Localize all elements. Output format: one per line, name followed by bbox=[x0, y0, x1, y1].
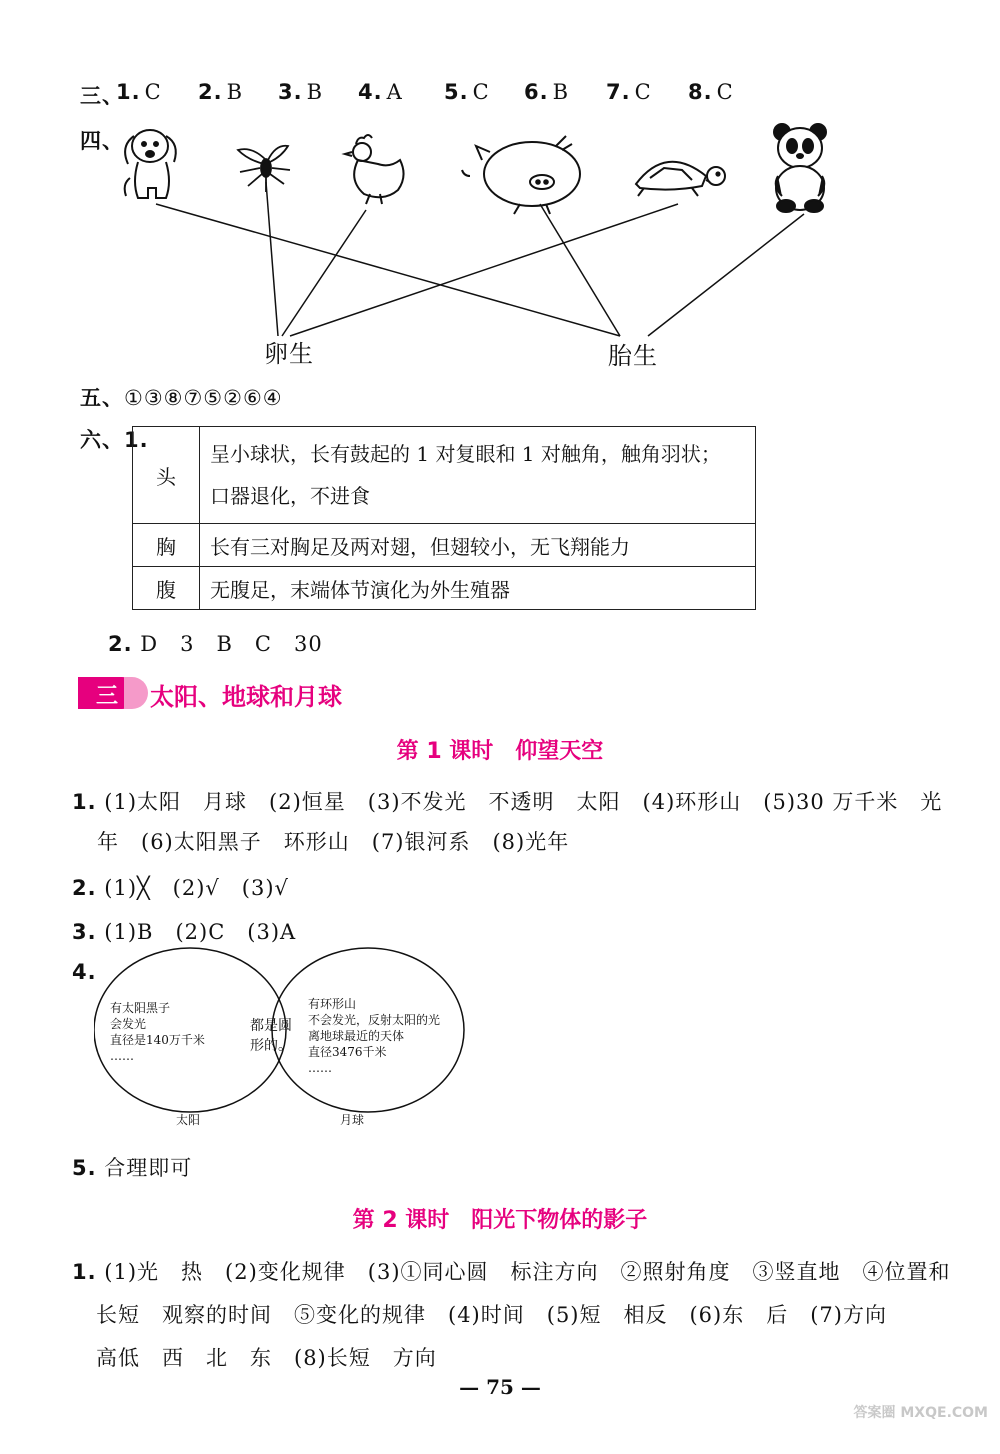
viviparous-label: 胎生 bbox=[608, 342, 658, 370]
lesson1-title: 第 1 课时 仰望天空 bbox=[396, 739, 604, 764]
sec3-answer-item bbox=[606, 80, 652, 104]
match-line-dog bbox=[156, 204, 620, 336]
venn-left-text: 有太阳黑子 会发光 直径是140万千米 …… bbox=[110, 1001, 205, 1063]
venn-right-text: 有环形山 不会发光，反射太阳的光 离地球最近的天体 直径3476千米 …… bbox=[308, 997, 441, 1075]
panda-icon bbox=[774, 124, 826, 212]
table-cell-part: 头 bbox=[133, 427, 200, 524]
question-number: 1. bbox=[116, 80, 141, 104]
sec3-answer-item bbox=[524, 80, 569, 104]
sec3-answer-item bbox=[444, 80, 490, 104]
table-row bbox=[133, 524, 756, 567]
table-row bbox=[133, 427, 756, 524]
question-number: 1. bbox=[72, 790, 97, 814]
lesson2-q1-cont2: 高低 西 北 东 (8)长短 方向 bbox=[96, 1346, 437, 1370]
animal-matching-diagram bbox=[100, 118, 860, 378]
answer-text: (1)太阳 月球 (2)恒星 (3)不发光 不透明 太阳 (4)环形山 (5)30 万千米 光 bbox=[104, 790, 943, 814]
sec5-row bbox=[80, 382, 283, 412]
table-cell-desc bbox=[200, 427, 756, 524]
venn-middle-text: 都是圆 形的。 bbox=[250, 1018, 292, 1054]
question-number: 6. bbox=[524, 80, 549, 104]
lesson2-q1 bbox=[72, 1256, 951, 1286]
chicken-icon bbox=[345, 135, 404, 204]
desc-line: 呈小球状，长有鼓起的 1 对复眼和 1 对触角，触角羽状； bbox=[210, 442, 721, 466]
insect-body-table bbox=[132, 426, 756, 610]
answer-text: C bbox=[144, 80, 162, 104]
dog-icon bbox=[125, 130, 176, 198]
question-number: 4. bbox=[358, 80, 383, 104]
sec3-answer-item bbox=[116, 80, 162, 104]
pig-icon bbox=[462, 136, 580, 214]
mosquito-icon bbox=[238, 146, 290, 192]
question-number: 5. bbox=[72, 1156, 97, 1180]
answer-text: 合理即可 bbox=[104, 1156, 193, 1180]
answer-text: C bbox=[716, 80, 734, 104]
sec3-answer-item bbox=[278, 80, 323, 104]
lesson2-title: 第 2 课时 阳光下物体的影子 bbox=[352, 1208, 648, 1233]
lesson2-q1-cont1: 长短 观察的时间 ⑤变化的规律 (4)时间 (5)短 相反 (6)东 后 (7)方向 bbox=[96, 1303, 887, 1327]
table-cell-desc: 无腹足，末端体节演化为外生殖器 bbox=[200, 567, 756, 610]
answer-text: C bbox=[634, 80, 652, 104]
answer-text: (1)╳ (2)√ (3)√ bbox=[104, 876, 289, 900]
unit-badge: 三 bbox=[78, 677, 138, 709]
sec3-answer-item bbox=[198, 80, 243, 104]
answer-text: (1)B (2)C (3)A bbox=[104, 920, 297, 944]
sec3-label: 三、 bbox=[80, 84, 124, 108]
sec3-answer-item bbox=[358, 80, 403, 104]
answer-text: B bbox=[552, 80, 570, 104]
question-number: 1. bbox=[72, 1260, 97, 1284]
answer-text: D 3 B C 30 bbox=[140, 632, 323, 656]
lesson1-q3 bbox=[72, 916, 296, 946]
sec6-label: 六、1. bbox=[80, 428, 149, 452]
lesson1-q5 bbox=[72, 1152, 192, 1182]
match-line-chicken bbox=[282, 210, 366, 336]
turtle-icon bbox=[636, 162, 725, 196]
answer-text: B bbox=[306, 80, 324, 104]
sec6-q2 bbox=[108, 628, 323, 658]
unit-title: 太阳、地球和月球 bbox=[150, 683, 342, 711]
oviparous-label: 卵生 bbox=[264, 340, 314, 368]
table-row bbox=[133, 567, 756, 610]
answer-text: A bbox=[386, 80, 403, 104]
table-cell-desc: 长有三对胸足及两对翅，但翅较小，无飞翔能力 bbox=[200, 524, 756, 567]
match-line-panda bbox=[648, 214, 804, 336]
venn-label-moon: 月球 bbox=[340, 1113, 365, 1127]
question-number: 7. bbox=[606, 80, 631, 104]
match-line-turtle bbox=[290, 204, 678, 336]
match-line-mosquito bbox=[266, 182, 278, 336]
table-cell-part: 胸 bbox=[133, 524, 200, 567]
question-number: 3. bbox=[72, 920, 97, 944]
sec5-answer: ①③⑧⑦⑤②⑥④ bbox=[124, 386, 283, 410]
unit-heading bbox=[78, 673, 438, 713]
answer-text: C bbox=[472, 80, 490, 104]
lesson1-q4-number: 4. bbox=[72, 960, 97, 984]
venn-label-sun: 太阳 bbox=[176, 1113, 201, 1127]
lesson1-q2 bbox=[72, 872, 289, 902]
watermark-logo: 答案圈 MXQE.COM bbox=[853, 1405, 988, 1421]
lesson1-q1-cont: 年 (6)太阳黑子 环形山 (7)银河系 (8)光年 bbox=[97, 830, 570, 854]
desc-line: 口器退化，不进食 bbox=[210, 484, 370, 508]
question-number: 5. bbox=[444, 80, 469, 104]
question-number: 3. bbox=[278, 80, 303, 104]
table-cell-part: 腹 bbox=[133, 567, 200, 610]
sec3-answer-item bbox=[688, 80, 734, 104]
answer-text: B bbox=[226, 80, 244, 104]
page-number: — 75 — bbox=[459, 1375, 541, 1399]
question-number: 8. bbox=[688, 80, 713, 104]
sec4-label: 四、 bbox=[80, 129, 124, 153]
unit-badge-accent bbox=[124, 677, 148, 709]
answer-text: (1)光 热 (2)变化规律 (3)①同心圆 标注方向 ②照射角度 ③竖直地 ④位置和 bbox=[104, 1260, 951, 1284]
sec5-label: 五、 bbox=[80, 386, 124, 410]
question-number: 2. bbox=[108, 632, 133, 656]
question-number: 2. bbox=[72, 876, 97, 900]
question-number: 2. bbox=[198, 80, 223, 104]
lesson1-q1 bbox=[72, 786, 942, 816]
